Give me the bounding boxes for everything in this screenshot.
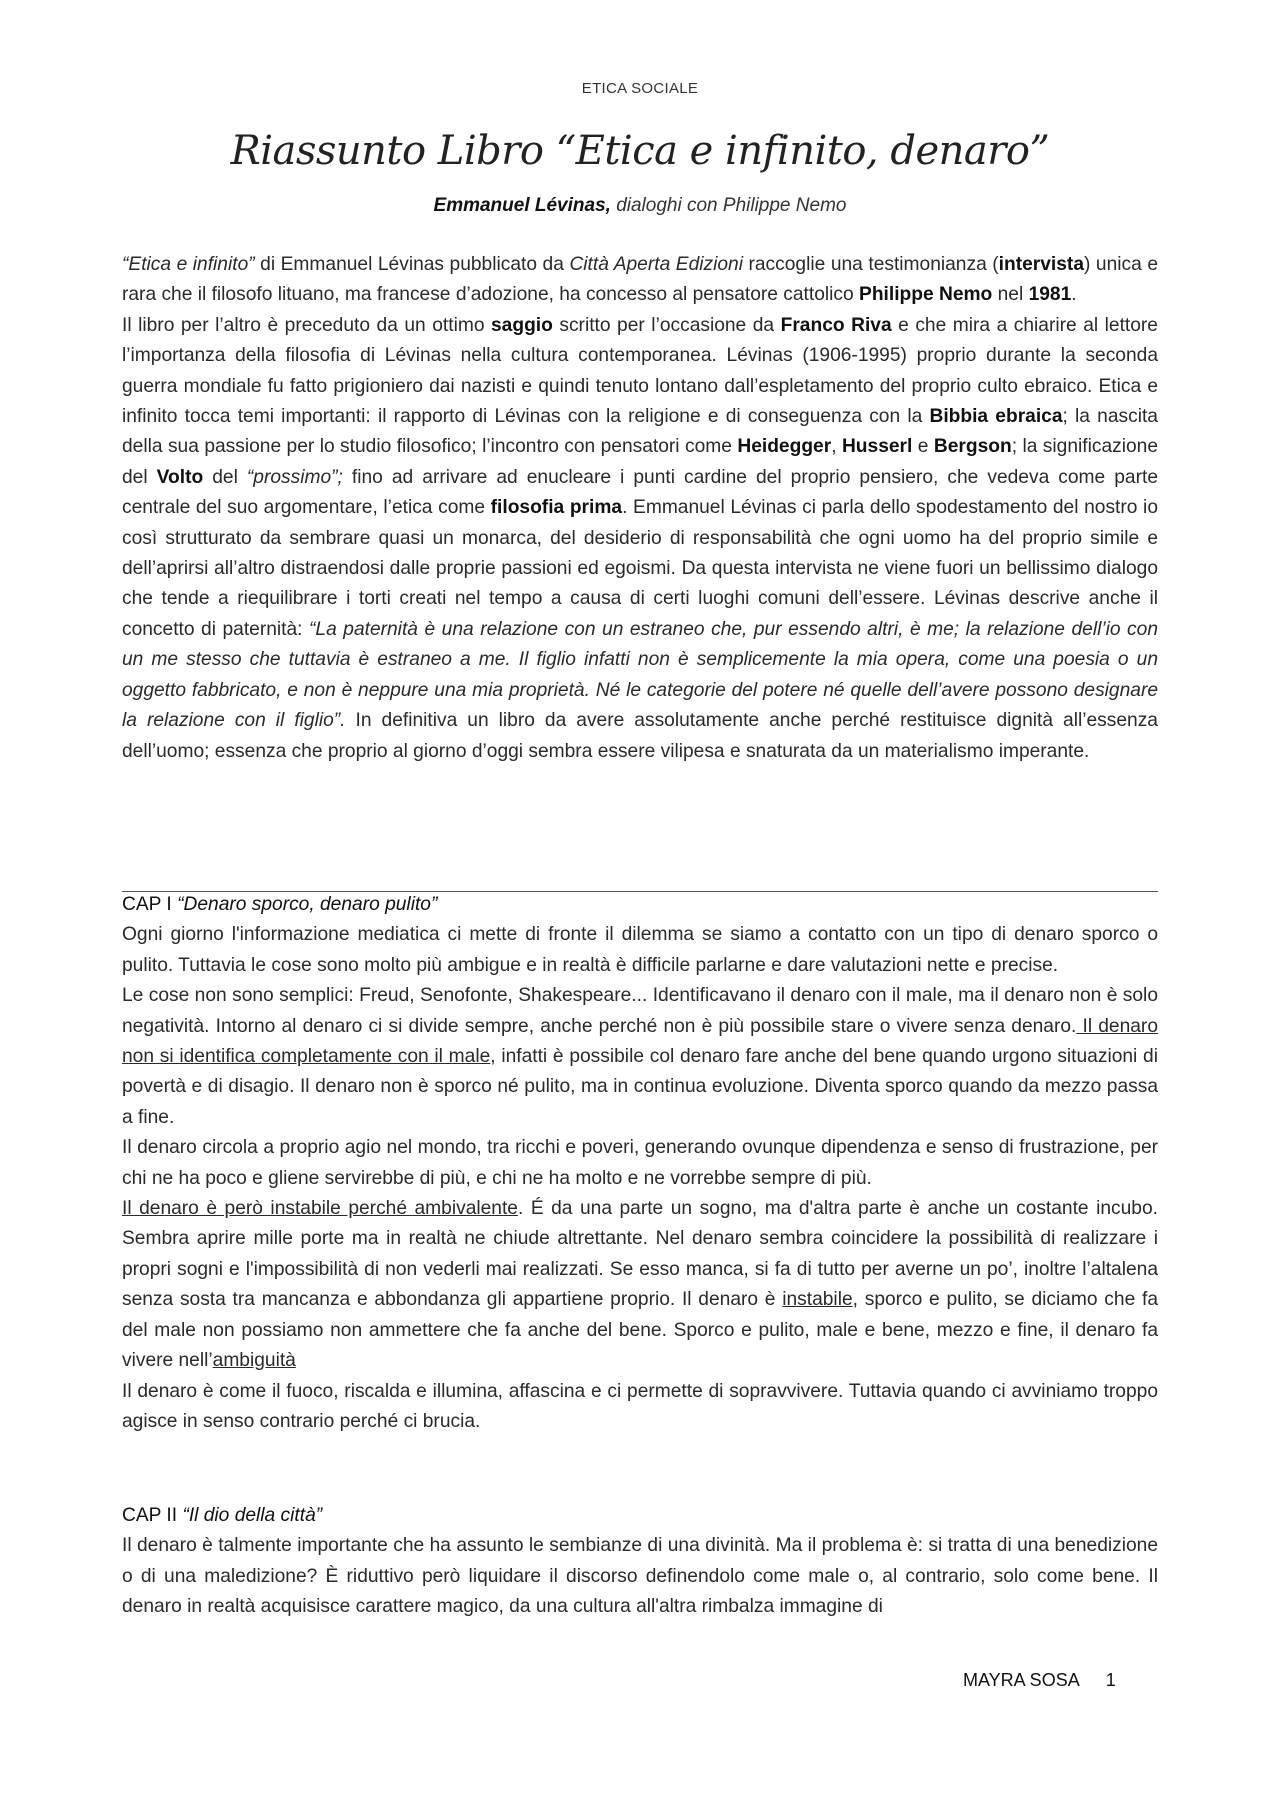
underlined-span: Il denaro è però instabile perché ambivalente: [122, 1198, 518, 1220]
text-span: Il libro per l’altro è preceduto da un ottimo: [122, 314, 492, 336]
footer-author: MAYRA SOSA: [963, 1670, 1080, 1690]
chapter-1-paragraph-1: Ogni giorno l'informazione mediatica ci mette di fronte il dilemma se siamo a contatto con un tipo di denaro sporco o pulito. Tuttavia le cose sono molto più ambigue e in realtà è difficile parlarne e dare valutazioni nette e precise.: [122, 924, 1158, 976]
text-span: del: [203, 466, 247, 488]
text-span: Bibbia ebraica: [929, 406, 1063, 428]
text-span: , infatti è possibile col denaro fare anche del bene quando urgono situazioni di povertà e di disagio. Il denaro non è sporco né pulito, ma in continua evoluzione. Diventa sporco quando da mezzo passa a fine.: [122, 1046, 1158, 1128]
text-span: .: [1071, 284, 1077, 306]
text-span: , sporco e pulito, se diciamo che fa del male non possiamo non ammettere che fa anche del bene. Sporco e pulito, male e bene, mezzo e fine, il denaro fa vivere nell’: [122, 1289, 1159, 1372]
chapter-1-paragraph-2: [122, 981, 1158, 1133]
page-footer: [963, 1670, 1116, 1691]
chapter-label: CAP I: [122, 894, 178, 915]
text-span: In definitiva un libro da avere assolutamente anche perché restituisce dignità all’essenza dell’uomo; essenza che proprio al giorno d’oggi sembra essere vilipesa e snaturata da un materialismo imperante.: [122, 710, 1158, 762]
text-span: scritto per l’occasione da: [552, 314, 781, 336]
text-span: intervista: [998, 254, 1084, 275]
text-span: Franco Riva: [780, 314, 892, 336]
intro-paragraph-1: [122, 250, 1158, 311]
intro-section: [122, 250, 1158, 767]
intro-paragraph-2: [122, 311, 1158, 767]
text-span: Città Aperta Edizioni: [569, 254, 743, 275]
text-span: Heidegger: [737, 436, 832, 458]
underlined-span: ambiguità: [212, 1350, 296, 1372]
underlined-span: Il denaro non si identifica completamente con il male: [122, 1015, 1158, 1068]
text-span: ; la significazione del: [122, 436, 1158, 488]
page-number: 1: [1105, 1670, 1116, 1690]
chapter-2-paragraph-1: Il denaro è talmente importante che ha assunto le sembianze di una divinità. Ma il problema è: si tratta di una benedizione o di una maledizione? È riduttivo però liquidare il discorso definendolo come male o, al contrario, solo come bene. Il denaro in realtà acquisisce carattere magico, da una cultura all'altra rimbalza immagine di: [122, 1535, 1158, 1618]
chapter-1-paragraph-3: Il denaro circola a proprio agio nel mondo, tra ricchi e poveri, generando ovunque dipendenza e senso di frustrazione, per chi ne ha poco e gliene servirebbe di più, e chi ne ha molto e ne vorrebbe sempre di più.: [122, 1137, 1158, 1189]
document-subtitle: [0, 195, 1280, 217]
text-span: e: [912, 436, 934, 458]
text-span: e che mira a chiarire al lettore l’importanza della filosofia di Lévinas nella cultura contemporanea. Lévinas (1906-1995) proprio durante la seconda guerra mondiale fu fatto prigioniero dai nazisti e quindi tenuto lontano dall’espletamento del proprio culto ebraico. Etica e infinito tocca temi importanti: il rapporto di Lévinas con la religione e di conseguenza con la: [122, 314, 1158, 428]
chapter-1-section: [122, 890, 1158, 1437]
text-span: . Emmanuel Lévinas ci parla dello spodestamento del nostro io così strutturato da sembrare quasi un monarca, del desiderio di responsabilità che ogni uomo ha del proprio simile e dell’aprirsi all’altro distraendosi dalle proprie passioni ed egoismi. Da questa intervista ne viene fuori un bellissimo dialogo che tende a riequilibrare i torti creati nel tempo a causa di certi luoghi comuni dell’essere. Lévinas descrive anche il concetto di paternità:: [122, 497, 1158, 640]
running-header: ETICA SOCIALE: [581, 80, 699, 97]
chapter-title: “Il dio della città”: [182, 1505, 323, 1526]
text-span: Bergson: [933, 436, 1012, 458]
chapter-1-paragraph-5: Il denaro è come il fuoco, riscalda e illumina, affascina e ci permette di sopravvivere. Tuttavia quando ci avviniamo troppo agisce in senso contrario perché ci brucia.: [122, 1380, 1158, 1432]
document-title: Riassunto Libro “Etica e infinito, denaro”: [230, 128, 1050, 174]
chapter-title: “Denaro sporco, denaro pulito”: [177, 894, 438, 915]
text-span: nel: [992, 284, 1029, 306]
text-span: “Etica e infinito”: [122, 254, 255, 275]
text-span: di Emmanuel Lévinas pubblicato da: [254, 254, 570, 275]
text-span: 1981: [1028, 284, 1072, 306]
text-span: fino ad arrivare ad enucleare i punti cardine del proprio pensiero, che vedeva come parte centrale del suo argomentare, l’etica come: [122, 466, 1158, 519]
text-span: saggio: [491, 314, 553, 336]
chapter-2-heading: [122, 1501, 1158, 1531]
chapter-label: CAP II: [122, 1505, 183, 1526]
text-span: Le cose non sono semplici: Freud, Senofonte, Shakespeare... Identificavano il denaro con il male, ma il denaro non è solo negatività. Intorno al denaro ci si divide sempre, anche perché non è più possibile stare o vivere senza denaro.: [122, 985, 1158, 1037]
underlined-span: instabile: [782, 1289, 853, 1311]
text-span: ; la nascita della sua passione per lo studio filosofico; l’incontro con pensatori come: [122, 406, 1158, 458]
text-span: filosofia prima: [490, 497, 623, 519]
text-span: Husserl: [841, 436, 913, 458]
text-span: Volto: [156, 466, 204, 488]
quote-span: “La paternità è una relazione con un estraneo che, pur essendo altri, è me; la relazione dell’io con un me stesso che tuttavia è estraneo a me. Il figlio infatti non è semplicemente la mia opera, come una poesia o un oggetto fabbricato, e non è neppure una mia proprietà. Né le categorie del potere né quelle dell’avere possono designare la relazione con il figlio”.: [122, 618, 1158, 732]
chapter-1-heading: [122, 890, 1158, 920]
text-span: Philippe Nemo: [859, 284, 993, 306]
subtitle-author: Emmanuel Lévinas,: [433, 195, 611, 216]
chapter-2-section: [122, 1501, 1158, 1623]
text-span: “prossimo”;: [246, 466, 343, 488]
text-span: . É da una parte un sogno, ma d'altra parte è anche un costante incubo. Sembra aprire mille porte ma in realtà ne chiude altrettante. Nel denaro sembra coincidere la possibilità di realizzare i propri sogni e l'impossibilità di non vederli mai realizzati. Se esso manca, si fa di tutto per averne un po’, inoltre l’altalena senza sosta tra mancanza e abbondanza gli appartiene proprio. Il denaro è: [122, 1198, 1158, 1311]
text-span: ,: [831, 436, 842, 458]
text-span: raccoglie una testimonianza (: [742, 254, 999, 275]
text-span: ) unica e rara che il filosofo lituano, ma francese d’adozione, ha concesso al pensatore cattolico: [122, 254, 1158, 306]
subtitle-rest: dialoghi con Philippe Nemo: [616, 195, 847, 216]
chapter-1-paragraph-4: [122, 1194, 1158, 1376]
